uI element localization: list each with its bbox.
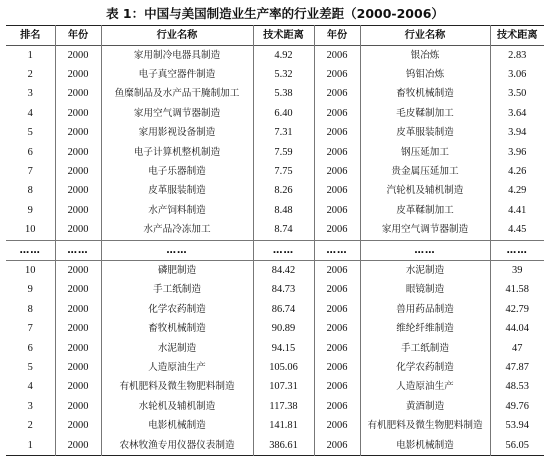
industry-2000-cell: 水产品冷冻加工	[143, 224, 211, 236]
gap-2006-cell: 47	[490, 339, 544, 358]
rank-cell: 3	[6, 85, 55, 104]
table-row	[6, 182, 544, 201]
industry-2006-cell: 畜牧机械制造	[396, 88, 454, 100]
industry-2006-cell: ……	[360, 240, 490, 260]
rank-cell: 9	[6, 201, 55, 220]
gap-2006-cell: 42.79	[490, 300, 544, 319]
gap-2006-cell: 3.96	[490, 143, 544, 162]
gap-2000-cell: 141.81	[253, 416, 314, 435]
gap-2000-cell: ……	[253, 240, 314, 260]
gap-2000-cell: 5.38	[253, 85, 314, 104]
industry-2006-cell: 皮革服装制造	[396, 127, 454, 139]
gap-2000-cell: 84.42	[253, 261, 314, 281]
table-row	[6, 339, 544, 358]
industry-2000-cell: 鱼糜制品及水产品干腌制加工	[114, 88, 240, 100]
year-2006-cell: 2006	[314, 182, 360, 201]
industry-2000-cell: 水产饲料制造	[148, 204, 206, 216]
header-rank: 排名	[6, 26, 55, 46]
industry-2006-cell: 家用空气调节器制造	[381, 224, 469, 236]
year-2006-cell: 2006	[314, 397, 360, 416]
gap-2006-cell: 49.76	[490, 397, 544, 416]
gap-2000-cell: 4.92	[253, 46, 314, 66]
industry-2000-cell: 电子计算机整机制造	[133, 146, 221, 158]
rank-cell: 4	[6, 378, 55, 397]
year-2000-cell: 2000	[55, 358, 101, 377]
year-2000-cell: 2000	[55, 397, 101, 416]
industry-2006-cell: 维纶纤维制造	[396, 323, 454, 335]
productivity-gap-table	[6, 25, 544, 456]
ellipsis-row	[6, 240, 544, 260]
gap-2000-cell: 107.31	[253, 378, 314, 397]
year-2000-cell: 2000	[55, 300, 101, 319]
header-industry-2000: 行业名称	[156, 29, 198, 41]
rank-cell: 5	[6, 358, 55, 377]
table-row	[6, 416, 544, 435]
gap-2000-cell: 8.74	[253, 221, 314, 241]
year-2000-cell: 2000	[55, 339, 101, 358]
year-2006-cell: 2006	[314, 319, 360, 338]
year-2006-cell: 2006	[314, 261, 360, 281]
year-2000-cell: 2000	[55, 124, 101, 143]
year-2006-cell: 2006	[314, 65, 360, 84]
year-2006-cell: 2006	[314, 124, 360, 143]
rank-cell: 3	[6, 397, 55, 416]
year-2006-cell: 2006	[314, 104, 360, 123]
industry-2000-cell: 手工纸制造	[153, 284, 201, 296]
table-row	[6, 65, 544, 84]
industry-2006-cell: 贵金属压延加工	[391, 166, 459, 178]
table-row	[6, 358, 544, 377]
gap-2006-cell: 3.50	[490, 85, 544, 104]
industry-2000-cell: 家用影视设备制造	[138, 127, 216, 139]
industry-2006-cell: 有机肥料及微生物肥料制造	[367, 420, 483, 432]
industry-2006-cell: 银冶炼	[410, 49, 440, 61]
gap-2006-cell: 39	[490, 261, 544, 281]
rank-cell: 1	[6, 46, 55, 66]
year-2006-cell: 2006	[314, 339, 360, 358]
year-2006-cell: 2006	[314, 201, 360, 220]
industry-2000-cell: 有机肥料及微生物肥料制造	[119, 381, 235, 393]
rank-cell: 7	[6, 162, 55, 181]
year-2000-cell: 2000	[55, 143, 101, 162]
gap-2000-cell: 5.32	[253, 65, 314, 84]
year-2006-cell: 2006	[314, 162, 360, 181]
industry-2006-cell: 钢压延加工	[401, 146, 449, 158]
industry-2006-cell: 人造原油生产	[396, 381, 454, 393]
rank-cell: 5	[6, 124, 55, 143]
year-2006-cell: 2006	[314, 46, 360, 66]
rank-cell: 2	[6, 65, 55, 84]
gap-2006-cell: 3.64	[490, 104, 544, 123]
industry-2006-cell: 黄酒制造	[405, 400, 445, 412]
industry-2006-cell: 皮革鞣制加工	[396, 204, 454, 216]
industry-2000-cell: 水轮机及辅机制造	[138, 400, 216, 412]
gap-2006-cell: 3.94	[490, 124, 544, 143]
year-2006-cell: 2006	[314, 378, 360, 397]
industry-2000-cell: 电影机械制造	[148, 420, 206, 432]
year-2006-cell: 2006	[314, 221, 360, 241]
gap-2000-cell: 86.74	[253, 300, 314, 319]
header-industry-2006: 行业名称	[404, 29, 446, 41]
gap-2000-cell: 8.48	[253, 201, 314, 220]
table-header-row	[6, 26, 544, 46]
header-year-2000: 年份	[55, 26, 101, 46]
gap-2006-cell: 2.83	[490, 46, 544, 66]
gap-2000-cell: 7.31	[253, 124, 314, 143]
gap-2006-cell: 48.53	[490, 378, 544, 397]
gap-2000-cell: 8.26	[253, 182, 314, 201]
industry-2006-cell: 水泥制造	[360, 261, 490, 281]
industry-2000-cell: 磷肥制造	[101, 261, 253, 281]
industry-2006-cell: 汽轮机及辅机制造	[386, 185, 464, 197]
year-2000-cell: 2000	[55, 46, 101, 66]
rank-cell: 8	[6, 182, 55, 201]
year-2006-cell: 2006	[314, 143, 360, 162]
gap-2000-cell: 6.40	[253, 104, 314, 123]
table-row	[6, 378, 544, 397]
year-2000-cell: 2000	[55, 436, 101, 456]
gap-2006-cell: 3.06	[490, 65, 544, 84]
gap-2000-cell: 117.38	[253, 397, 314, 416]
rank-cell: 8	[6, 300, 55, 319]
gap-2000-cell: 386.61	[253, 436, 314, 456]
year-2000-cell: 2000	[55, 221, 101, 241]
rank-cell: 9	[6, 281, 55, 300]
rank-cell: 4	[6, 104, 55, 123]
table-row	[6, 281, 544, 300]
gap-2006-cell: ……	[490, 240, 544, 260]
year-2000-cell: 2000	[55, 65, 101, 84]
rank-cell: 6	[6, 143, 55, 162]
rank-cell: 7	[6, 319, 55, 338]
gap-2006-cell: 47.87	[490, 358, 544, 377]
gap-2006-cell: 4.45	[490, 221, 544, 241]
industry-2000-cell: 电子真空器件制造	[138, 69, 216, 81]
year-2000-cell: 2000	[55, 261, 101, 281]
industry-2000-cell: 水泥制造	[157, 342, 197, 354]
header-year-2006: 年份	[314, 26, 360, 46]
year-2006-cell: 2006	[314, 358, 360, 377]
gap-2006-cell: 4.26	[490, 162, 544, 181]
industry-2000-cell: 家用空气调节器制造	[133, 107, 221, 119]
year-2006-cell: ……	[314, 240, 360, 260]
table-caption: 表 1：中国与美国制造业生产率的行业差距（2000-2006）	[106, 6, 444, 21]
header-gap-2000: 技术距离	[253, 26, 314, 46]
industry-2006-cell: 电影机械制造	[396, 439, 454, 451]
table-row	[6, 201, 544, 220]
industry-2000-cell: 皮革服装制造	[148, 185, 206, 197]
industry-2006-cell: 钨钼冶炼	[405, 69, 445, 81]
gap-2000-cell: 7.75	[253, 162, 314, 181]
gap-2006-cell: 4.41	[490, 201, 544, 220]
gap-2006-cell: 4.29	[490, 182, 544, 201]
year-2006-cell: 2006	[314, 436, 360, 456]
rank-cell: 6	[6, 339, 55, 358]
year-2000-cell: 2000	[55, 85, 101, 104]
industry-2000-cell: 化学农药制造	[148, 303, 206, 315]
year-2000-cell: ……	[55, 240, 101, 260]
industry-2000-cell: 电子乐器制造	[148, 166, 206, 178]
rank-cell: 2	[6, 416, 55, 435]
industry-2006-cell: 眼镜制造	[405, 284, 445, 296]
industry-2006-cell: 兽用药品制造	[396, 303, 454, 315]
year-2000-cell: 2000	[55, 378, 101, 397]
table-row	[6, 124, 544, 143]
gap-2006-cell: 41.58	[490, 281, 544, 300]
table-row	[6, 143, 544, 162]
industry-2000-cell: 人造原油生产	[148, 361, 206, 373]
industry-2000-cell: 家用制冷电器具制造	[133, 49, 221, 61]
gap-2000-cell: 90.89	[253, 319, 314, 338]
table-row	[6, 104, 544, 123]
industry-2006-cell: 手工纸制造	[401, 342, 449, 354]
table-row	[6, 46, 544, 66]
gap-2000-cell: 7.59	[253, 143, 314, 162]
year-2000-cell: 2000	[55, 319, 101, 338]
gap-2006-cell: 56.05	[490, 436, 544, 456]
year-2000-cell: 2000	[55, 162, 101, 181]
rank-cell: ……	[6, 240, 55, 260]
table-row	[6, 85, 544, 104]
industry-2006-cell: 毛皮鞣制加工	[396, 107, 454, 119]
year-2000-cell: 2000	[55, 182, 101, 201]
table-row	[6, 319, 544, 338]
gap-2006-cell: 44.04	[490, 319, 544, 338]
industry-2000-cell: 畜牧机械制造	[148, 323, 206, 335]
year-2006-cell: 2006	[314, 416, 360, 435]
gap-2000-cell: 105.06	[253, 358, 314, 377]
industry-2000-cell: ……	[101, 240, 253, 260]
table-row	[6, 300, 544, 319]
header-gap-2006: 技术距离	[490, 26, 544, 46]
table-row	[6, 436, 544, 456]
year-2000-cell: 2000	[55, 416, 101, 435]
rank-cell: 10	[6, 261, 55, 281]
industry-2000-cell: 农林牧渔专用仪器仪表制造	[119, 439, 235, 451]
gap-2000-cell: 94.15	[253, 339, 314, 358]
table-row	[6, 162, 544, 181]
year-2000-cell: 2000	[55, 201, 101, 220]
year-2000-cell: 2000	[55, 104, 101, 123]
gap-2006-cell: 53.94	[490, 416, 544, 435]
rank-cell: 10	[6, 221, 55, 241]
year-2006-cell: 2006	[314, 85, 360, 104]
year-2006-cell: 2006	[314, 300, 360, 319]
table-row	[6, 261, 544, 281]
table-row	[6, 221, 544, 241]
industry-2006-cell: 化学农药制造	[396, 361, 454, 373]
rank-cell: 1	[6, 436, 55, 456]
year-2006-cell: 2006	[314, 281, 360, 300]
table-row	[6, 397, 544, 416]
gap-2000-cell: 84.73	[253, 281, 314, 300]
year-2000-cell: 2000	[55, 281, 101, 300]
